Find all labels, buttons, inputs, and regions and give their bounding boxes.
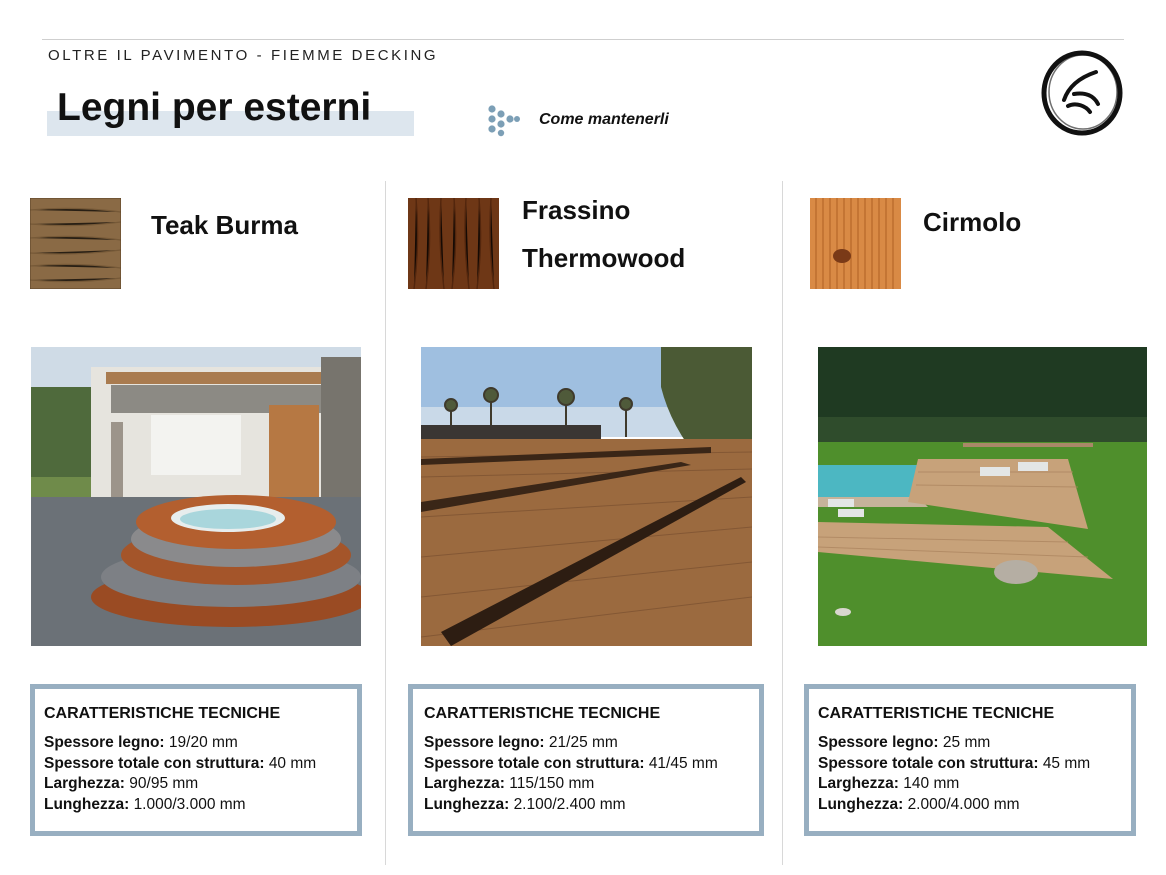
frassino-swatch <box>408 198 499 289</box>
spec-length: Lunghezza: 2.000/4.000 mm <box>818 795 1020 813</box>
wood-name-frassino: Frassino <box>522 195 631 225</box>
teak-swatch <box>30 198 121 289</box>
section-kicker: OLTRE IL PAVIMENTO - FIEMME DECKING <box>48 47 439 64</box>
spec-total-thickness: Spessore totale con struttura: 45 mm <box>818 754 1091 772</box>
cirmolo-deck-photo <box>818 347 1147 646</box>
spec-width: Larghezza: 115/150 mm <box>424 775 595 792</box>
maintenance-link[interactable]: Come mantenerli <box>539 111 669 128</box>
spec-total-thickness: Spessore totale con struttura: 40 mm <box>44 754 317 772</box>
spec-length: Lunghezza: 2.100/2.400 mm <box>424 795 626 813</box>
page-title: Legni per esterni <box>57 86 372 129</box>
dots-cluster-icon <box>487 105 521 137</box>
spec-width: Larghezza: 90/95 mm <box>44 775 199 792</box>
spec-thickness: Spessore legno: 19/20 mm <box>44 734 238 751</box>
top-rule <box>42 39 1124 40</box>
spec-box-teak <box>30 684 362 836</box>
spec-total-thickness: Spessore totale con struttura: 41/45 mm <box>424 754 718 772</box>
column-divider <box>385 181 386 865</box>
cirmolo-swatch <box>810 198 901 289</box>
spec-thickness: Spessore legno: 25 mm <box>818 734 991 751</box>
frassino-deck-photo <box>421 347 752 646</box>
wood-name-teak: Teak Burma <box>151 210 298 240</box>
wood-name-cirmolo: Cirmolo <box>923 207 1022 237</box>
spec-box-frassino <box>408 684 764 836</box>
spec-box-cirmolo <box>804 684 1136 836</box>
fiemme-logo <box>1038 48 1126 138</box>
spec-length: Lunghezza: 1.000/3.000 mm <box>44 795 246 813</box>
teak-deck-photo <box>31 347 361 646</box>
spec-heading: CARATTERISTICHE TECNICHE <box>424 705 661 722</box>
column-divider <box>782 181 783 865</box>
spec-width: Larghezza: 140 mm <box>818 775 960 792</box>
spec-heading: CARATTERISTICHE TECNICHE <box>44 705 281 722</box>
wood-name-frassino-line2: Thermowood <box>522 243 686 273</box>
spec-heading: CARATTERISTICHE TECNICHE <box>818 705 1055 722</box>
spec-thickness: Spessore legno: 21/25 mm <box>424 734 618 751</box>
